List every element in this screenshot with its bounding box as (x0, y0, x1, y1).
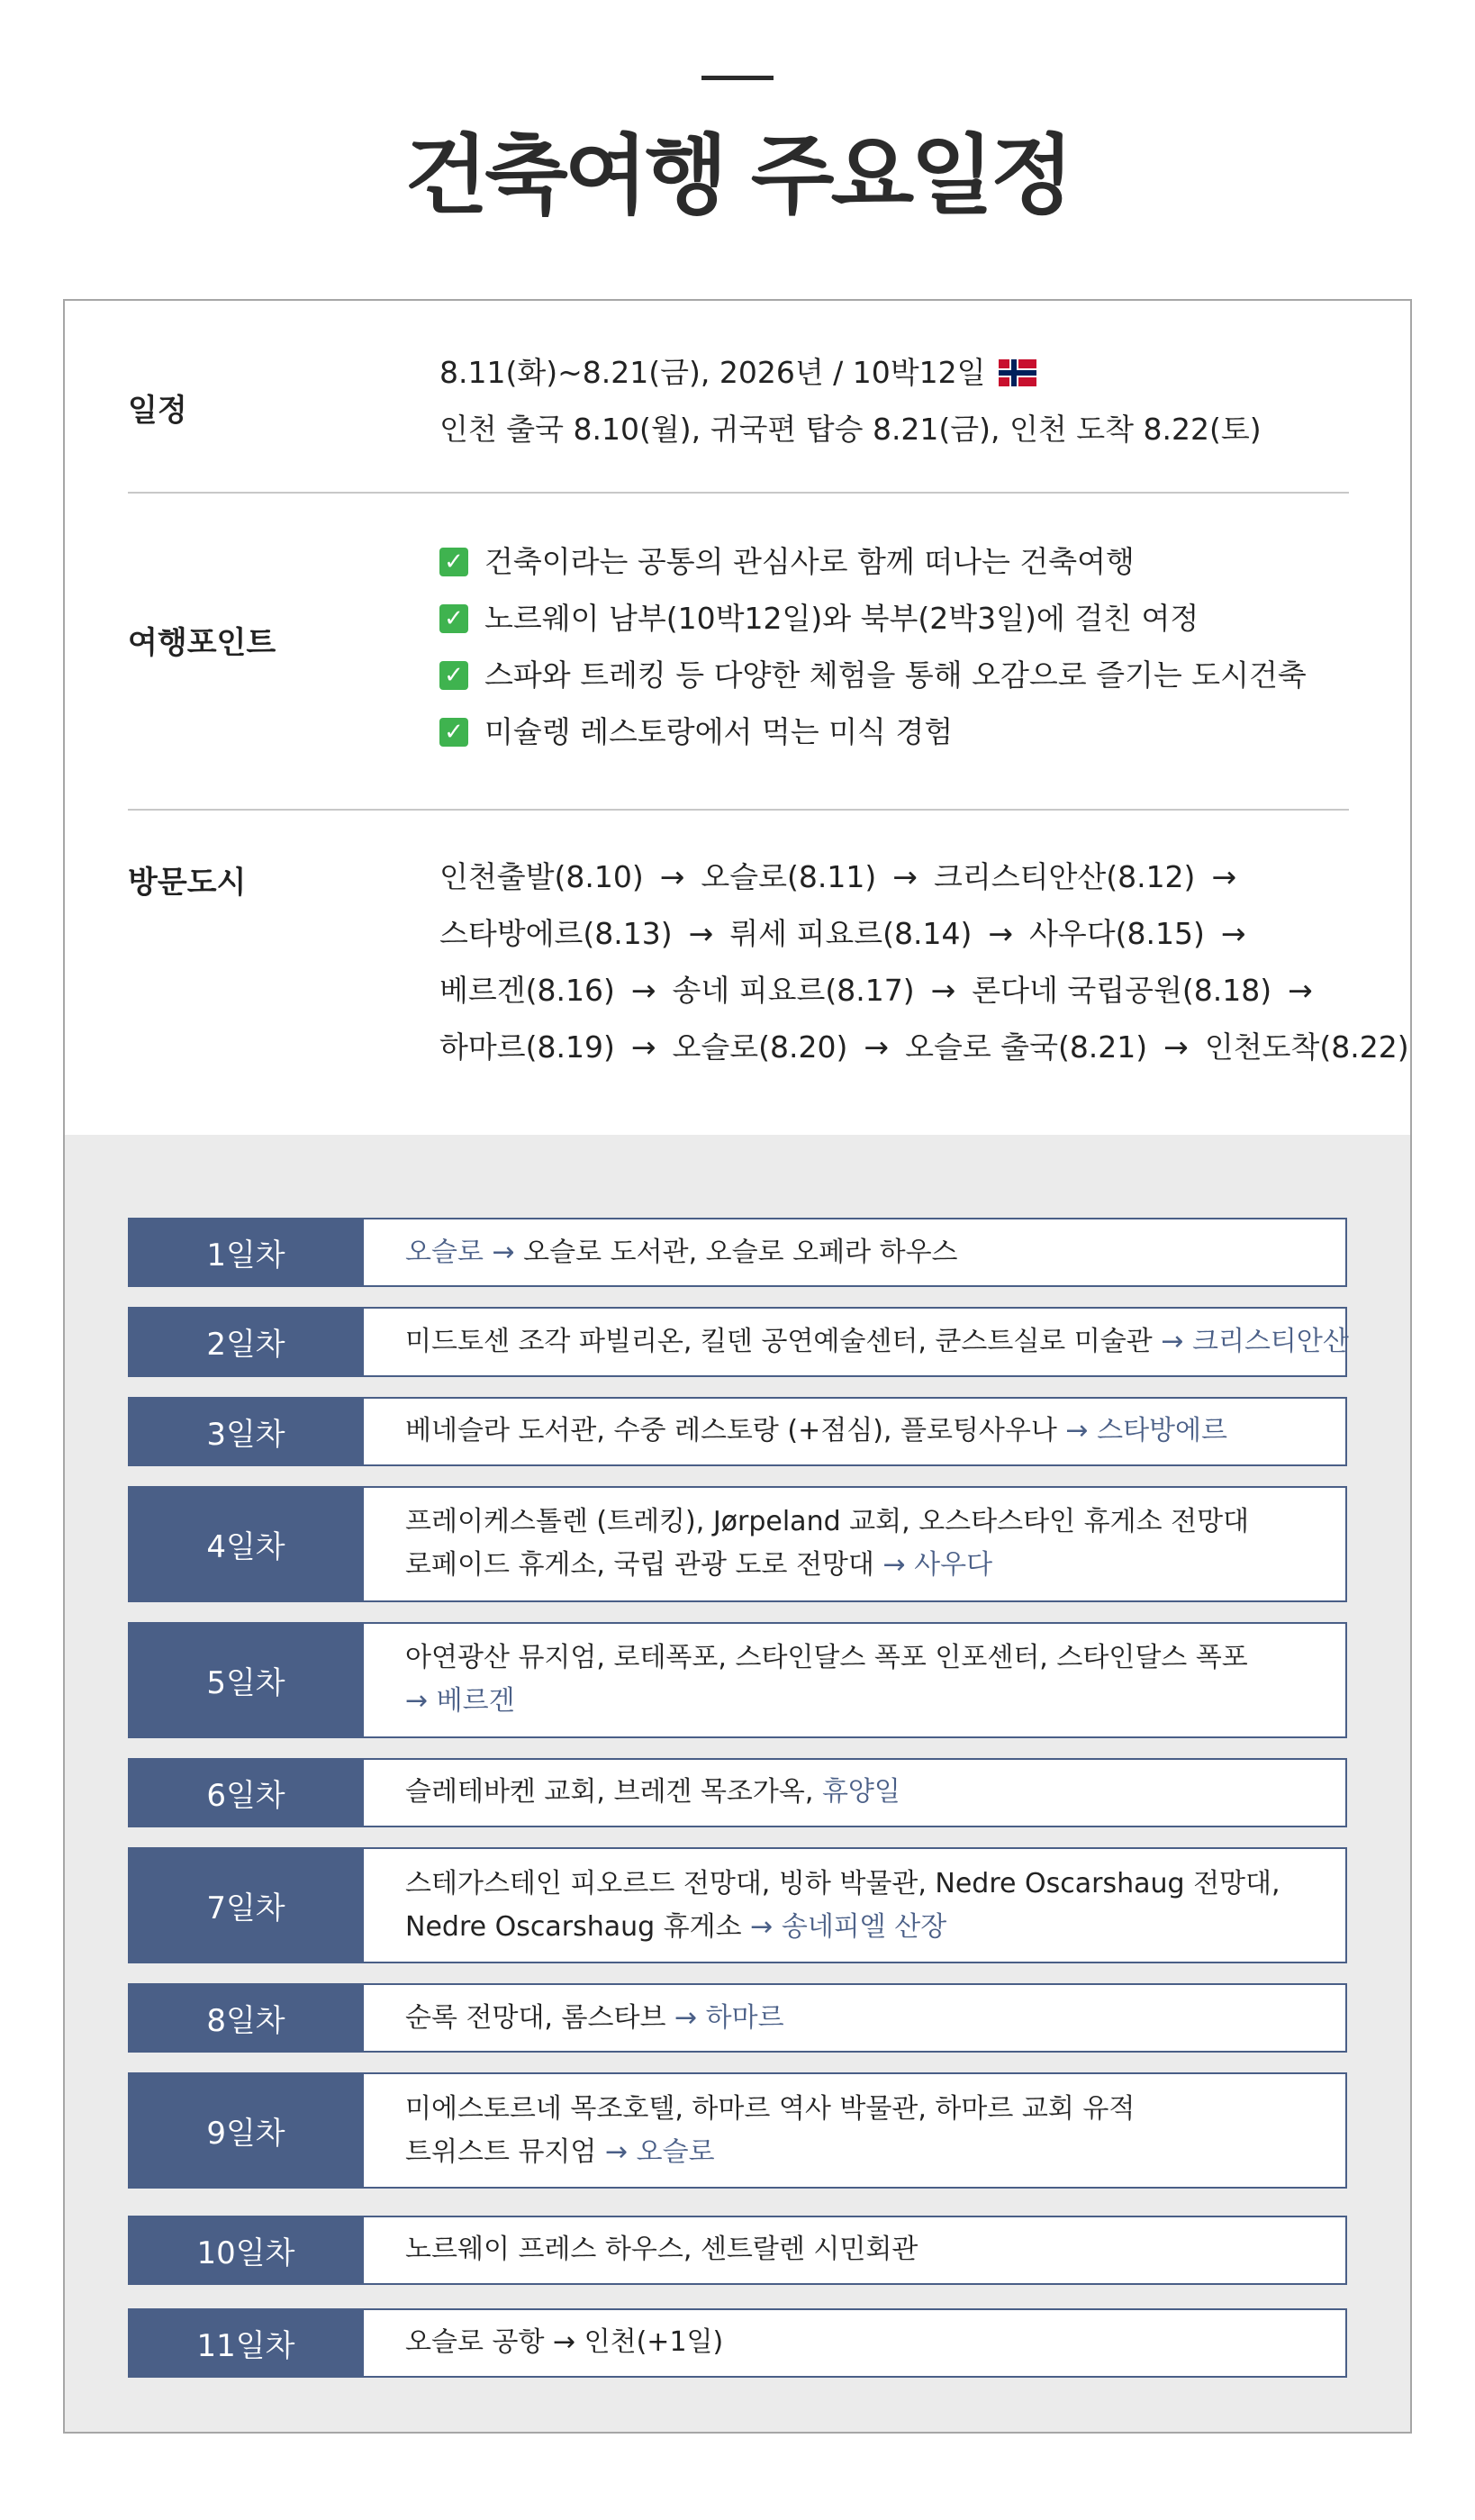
day-line (405, 1771, 1327, 1814)
day-item (128, 2308, 1347, 2378)
title-rule (701, 76, 774, 80)
day-label: 4일차 (128, 1486, 364, 1602)
day-text: 아연광산 뮤지엄, 로테폭포, 스타인달스 폭포 인포센터, 스타인달스 폭포 (405, 1642, 1248, 1674)
arrow-icon: → (688, 916, 714, 951)
point-text: 건축이라는 공통의 관심사로 함께 떠나는 건축여행 (484, 544, 1135, 579)
check-box-icon: ✓ (439, 718, 468, 747)
day-item (128, 1307, 1347, 1376)
day-line (405, 1410, 1327, 1453)
day-label: 5일차 (128, 1622, 364, 1738)
day-content (405, 1624, 1327, 1736)
day-item (128, 1397, 1347, 1466)
day-line (405, 1997, 1327, 2040)
arrow-icon: → (659, 859, 685, 894)
cities-line (439, 962, 1409, 1019)
arrow-icon: → (1211, 859, 1237, 894)
day-content (405, 1399, 1327, 1464)
day-content (405, 1309, 1349, 1374)
city-name: 뤼세 피요르(8.14) (729, 916, 973, 951)
day-line (405, 1500, 1327, 1544)
points-label: 여행포인트 (128, 625, 276, 661)
day-label: 3일차 (128, 1397, 364, 1466)
point-item (439, 533, 1307, 590)
arrow-icon: → (630, 1029, 656, 1065)
day-label: 8일차 (128, 1983, 364, 2053)
city-name: 베르겐(8.16) (439, 973, 615, 1008)
page-title: 건축여행 주요일정 (404, 125, 1071, 226)
arrow-icon: → (1288, 973, 1313, 1008)
day-line (405, 2088, 1327, 2131)
arrow-icon: → (930, 973, 956, 1008)
day-text: 미드토센 조각 파빌리온, 킬덴 공연예술센터, 쿤스트실로 미술관 (405, 1325, 1162, 1357)
arrow-icon: → (988, 916, 1014, 951)
point-item (439, 590, 1307, 647)
norway-flag-icon (999, 359, 1036, 386)
arrow-icon: → (630, 973, 656, 1008)
day-text: 순록 전망대, 롬스타브 (405, 2001, 674, 2034)
day-text: 프레이케스톨렌 (트레킹), Jørpeland 교회, 오스타스타인 휴게소 전망대 (405, 1506, 1250, 1538)
day-item (128, 1486, 1347, 1602)
day-line (405, 1906, 1327, 1949)
day-line (405, 1636, 1327, 1680)
destination: 휴양일 (821, 1776, 900, 1808)
day-label: 1일차 (128, 1218, 364, 1287)
cities-label: 방문도시 (128, 865, 247, 901)
day-text: 슬레테바켄 교회, 브레겐 목조가옥, (405, 1776, 822, 1808)
check-box-icon: ✓ (439, 604, 468, 633)
day-content (405, 1985, 1327, 2051)
daily-schedule (65, 1135, 1410, 2432)
city-name: 오슬로(8.11) (701, 859, 877, 894)
day-label: 7일차 (128, 1847, 364, 1963)
day-text: 트위스트 뮤지엄 (405, 2135, 605, 2168)
city-name: 스타방에르(8.13) (439, 916, 673, 951)
city-name: 인천도착(8.22) (1204, 1029, 1409, 1065)
point-item (439, 647, 1307, 703)
day-content (405, 1849, 1327, 1962)
schedule-dates: 8.11(화)~8.21(금), 2026년 / 10박12일 (439, 355, 986, 390)
day-line (405, 1680, 1327, 1723)
city-name: 오슬로(8.20) (672, 1029, 848, 1065)
day-item (128, 1983, 1347, 2053)
divider (128, 492, 1349, 494)
day-line (405, 2321, 1327, 2364)
itinerary-panel (63, 299, 1412, 2434)
destination: 오슬로 → (405, 1236, 515, 1268)
day-label: 9일차 (128, 2072, 364, 2189)
cities-line (439, 848, 1409, 905)
day-text: 노르웨이 프레스 하우스, 센트랄렌 시민회관 (405, 2234, 918, 2266)
day-content (405, 2217, 1327, 2283)
day-text: 오슬로 도서관, 오슬로 오페라 하우스 (514, 1236, 958, 1268)
check-box-icon: ✓ (439, 548, 468, 576)
day-line (405, 1544, 1327, 1587)
divider (128, 809, 1349, 811)
day-content (405, 1760, 1327, 1826)
point-text: 노르웨이 남부(10박12일)와 북부(2박3일)에 걸친 여정 (484, 601, 1199, 636)
destination: → 크리스티안산 (1161, 1325, 1349, 1357)
city-name: 오슬로 출국(8.21) (905, 1029, 1148, 1065)
day-label: 11일차 (128, 2308, 364, 2378)
arrow-icon: → (892, 859, 918, 894)
day-label: 6일차 (128, 1758, 364, 1827)
day-content (405, 2310, 1327, 2376)
schedule-dates-line (439, 344, 1262, 401)
point-text: 미슐렝 레스토랑에서 먹는 미식 경험 (484, 714, 954, 749)
cities-line (439, 905, 1409, 962)
day-line (405, 1863, 1327, 1906)
city-name: 인천출발(8.10) (439, 859, 644, 894)
schedule-value (439, 344, 1262, 458)
points-list (439, 533, 1307, 760)
day-item (128, 1218, 1347, 1287)
day-item (128, 2072, 1347, 2189)
day-content (405, 1488, 1327, 1600)
point-item (439, 703, 1307, 760)
day-line (405, 2131, 1327, 2174)
day-item (128, 1758, 1347, 1827)
day-text: 베네슬라 도서관, 수중 레스토랑 (+점심), 플로팅사우나 (405, 1415, 1066, 1447)
day-text: 오슬로 공항 → 인천(+1일) (405, 2326, 724, 2359)
day-item (128, 1847, 1347, 1963)
destination: → 송네피엘 산장 (750, 1910, 947, 1943)
destination: → 오슬로 (604, 2135, 715, 2168)
city-name: 사우다(8.15) (1029, 916, 1205, 951)
day-text: 미에스토르네 목조호텔, 하마르 역사 박물관, 하마르 교회 유적 (405, 2092, 1136, 2125)
day-content (405, 1219, 1327, 1285)
day-text: 로페이드 휴게소, 국립 관광 도로 전망대 (405, 1549, 883, 1582)
day-item (128, 1622, 1347, 1738)
cities-line (439, 1019, 1409, 1075)
city-name: 론다네 국립공원(8.18) (972, 973, 1272, 1008)
day-line (405, 1231, 1327, 1274)
arrow-icon: → (1163, 1029, 1189, 1065)
day-item (128, 2216, 1347, 2285)
destination: → 스타방에르 (1065, 1415, 1227, 1447)
day-label: 10일차 (128, 2216, 364, 2285)
city-name: 송네 피요르(8.17) (672, 973, 915, 1008)
cities-list (439, 848, 1409, 1075)
day-line (405, 1320, 1349, 1364)
destination: → 베르겐 (405, 1685, 515, 1718)
day-text: Nedre Oscarshaug 휴게소 (405, 1910, 751, 1943)
city-name: 크리스티안산(8.12) (933, 859, 1196, 894)
schedule-flights: 인천 출국 8.10(월), 귀국편 탑승 8.21(금), 인천 도착 8.22(토) (439, 412, 1262, 447)
schedule-label: 일정 (128, 393, 187, 429)
day-line (405, 2228, 1327, 2271)
check-box-icon: ✓ (439, 661, 468, 690)
destination: → 사우다 (882, 1549, 993, 1582)
day-label: 2일차 (128, 1307, 364, 1376)
arrow-icon: → (864, 1029, 890, 1065)
day-content (405, 2074, 1327, 2187)
city-name: 하마르(8.19) (439, 1029, 615, 1065)
destination: → 하마르 (674, 2001, 784, 2034)
point-text: 스파와 트레킹 등 다양한 체험을 통해 오감으로 즐기는 도시건축 (484, 657, 1307, 693)
arrow-icon: → (1220, 916, 1246, 951)
day-text: 스테가스테인 피오르드 전망대, 빙하 박물관, Nedre Oscarshaug 전망대, (405, 1867, 1280, 1899)
